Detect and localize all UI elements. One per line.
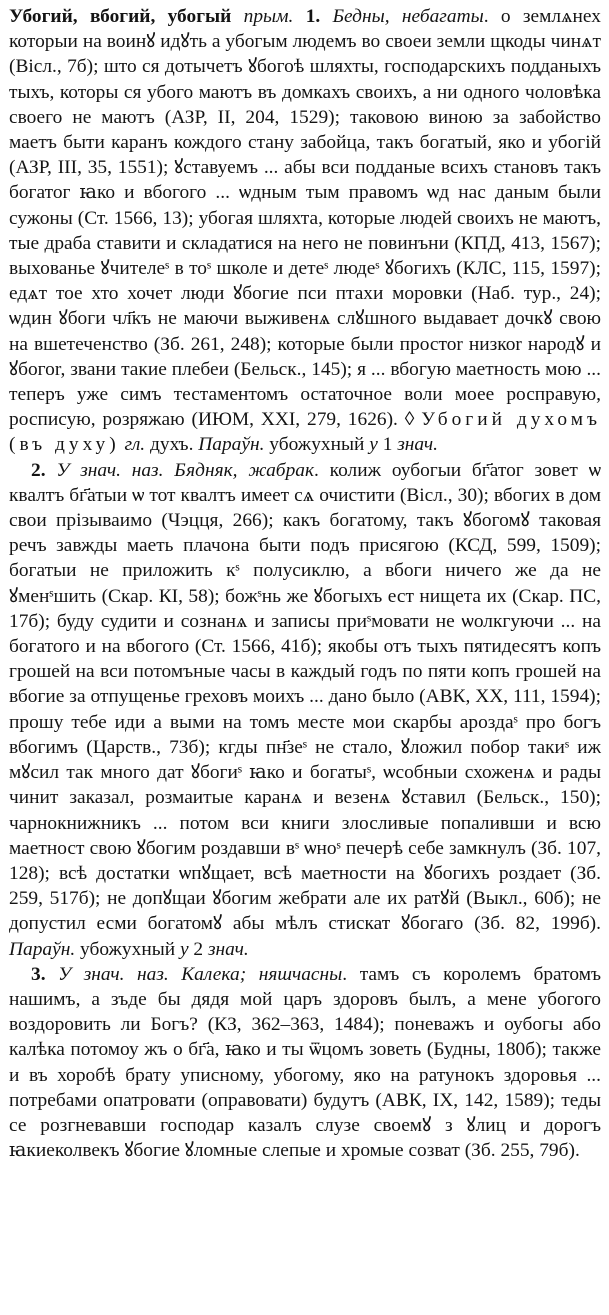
spaced-phrase: Убогий духомъ (въ духу) [9, 409, 601, 456]
sense-number: 2. [31, 459, 46, 481]
entry-sense-1 [9, 4, 601, 458]
sense-number: 1. [305, 6, 321, 27]
italic-label: гл. [124, 434, 146, 456]
italic-label: У знач. наз. Бядняк, жабрак [56, 459, 315, 481]
entry-sense-2 [9, 458, 601, 962]
entry-text: убожухный [75, 938, 180, 960]
entry-text: 1 [377, 434, 398, 456]
sense-number: 3. [31, 963, 46, 985]
italic-label: знач. [397, 434, 438, 456]
italic-label: У знач. наз. Калека; няшчасны [58, 963, 343, 985]
entry-sense-3 [9, 962, 601, 1164]
italic-label: у [369, 434, 378, 456]
entry-text: . о землѧнех которыи на воинꙋ идꙋть а убогым людемъ во своеи земли щкоды чинѧт (Вісл., 7б); што ся дотычетъ ꙋбогоѣ шляхты, господарскихъ подданыхъ тыхъ, которы ся убого маютъ въ домкахъ своихъ, а ни одного чоловѣка своего не маютъ (АЗР, II, 204, 1529); таковою виною за забойство маетъ быти каранъ кождого стану забойца, такъ богатый, яко и убогій (АЗР, III, 35, 1551); ꙋставуемъ ... абы вси подданые всихъ становъ такъ богатог ꙗко и вбогого ... ѡдным тым правомъ ѡд нас даным были сужоны (Ст. 1566, 13); убогая шляхта, которые людей своихъ не маютъ, тые драба ставити и складатися на него не повинъни (КПД, 413, 1567); выхованье ꙋчителеˢ в тоˢ школе и детеˢ людеˢ ꙋбогихъ (КЛС, 115, 1597); едѧт тое хто хочет люди ꙋбогие пси птахи моровки (Наб. тур., 24); ѡдин ꙋбоги чл҃къ не маючи выживенѧ слꙋшного выдавает дочкꙋ свою на вшетеченство (Зб. 261, 248); которые были простоr низкоr народꙋ и ꙋбогоr, звани такие плебеи (Бельск., 145); я ... вбогую маетность мою ... теперъ уже симъ тестаментомъ остаточное воли моее росправую, росписую, розряжаю (ИЮМ, XXI, 279, 1626). ◊ [9, 6, 601, 431]
italic-label: знач. [207, 938, 249, 960]
entry-text [46, 964, 59, 985]
entry-text: 2 [188, 938, 208, 960]
italic-label: прым. [243, 6, 294, 27]
italic-label: Параўн. [9, 938, 76, 960]
entry-text: . тамъ съ королемъ братомъ нашимъ, а зъде бы дядя мой царъ здоровъ былъ, а мене убогого воздоровить ли Богъ? (КЗ, 362–363, 1484); поневажъ и оубогы або калѣка потомоу жъ о бг҃а, ꙗко и ты ѿцомъ зоветь (Будны, 180б); также и въ хоробѣ брату уписному, убогому, яко на ратунокъ здоровья ... потребами опатровати (оправовати) будутъ (АВК, IX, 142, 1589); теды се розгневавши господар казалъ слузе своемꙋ з ꙋлиц и дорогъ ꙗкиеколвекъ ꙋбогие ꙋломные слепые и хромые созват (Зб. 255, 79б). [9, 963, 601, 1162]
entry-text [320, 6, 332, 27]
entry-text [46, 460, 57, 481]
entry-text: духъ. [145, 434, 199, 456]
italic-label: Бедны, небагаты [332, 6, 484, 27]
entry-text: убожухный [264, 434, 370, 456]
entry-text [293, 6, 305, 27]
entry-text: . колиж оубогыи бг҃атог зовет ѡ квалтъ бг҃атыи ѡ тот квалтъ имеет сѧ очистити (Вісл., 30); вбогих в дом свои прізываимо (Чэцця, 266); какъ богатому, такъ ꙋбогомꙋ таковая речъ завжды маеть плачона быти подъ присягою (КСД, 599, 1509); богатыи не приложить кˢ полусиклю, а вбоги ничего же да не ꙋменˢшить (Скар. КІ, 58); божˢнь же ꙋбогыхъ ест нищета их (Скар. ПС, 17б); буду судити и сознанѧ и записы приˢмовати не ѡолкгуючи ... на богатого и на вбогого (Ст. 1566, 41б); якобы отъ тыхъ пятидесятъ копъ грошей на вси потомъные часы в каждый годъ по пяти копъ грошей на вбогие за отпущенье греховъ моихъ ... дано было (АВК, XX, 111, 1594); прошу тебе иди а выми на томъ месте мои скарбы ароздаˢ про богъ вбогимъ (Царств., 73б); кгды пн҃зеˢ не стало, ꙋложил побор такиˢ иж мꙋсил так много дат ꙋбогиˢ ꙗко и богатыˢ, ѡсобныи схоженѧ и рады чинит заказал, розмаитые каранѧ и везенѧ ꙋставил (Бельск., 150); чарнокнижникъ ... потом вси книги злосливые попаливши и всю маетност свою ꙋбогим роздавши вˢ ѡноˢ печерѣ себе замкнулъ (Зб. 107, 128); всѣ достатки ѡпꙋщает, всѣ маетности на ꙋбогихъ роздает (Зб. 259, 517б); не допꙋщаи ꙋбогим жебрати але их ратꙋй (Выкл., 60б); не допустил есми богатомꙋ абы мѣлъ стискат ꙋбогаго (Зб. 82, 199б). [9, 459, 601, 935]
italic-label: Параўн. [198, 434, 265, 456]
italic-label: у [179, 938, 189, 960]
headword: Убогий, вбогий, убогый [9, 6, 232, 27]
entry-text [231, 6, 243, 27]
